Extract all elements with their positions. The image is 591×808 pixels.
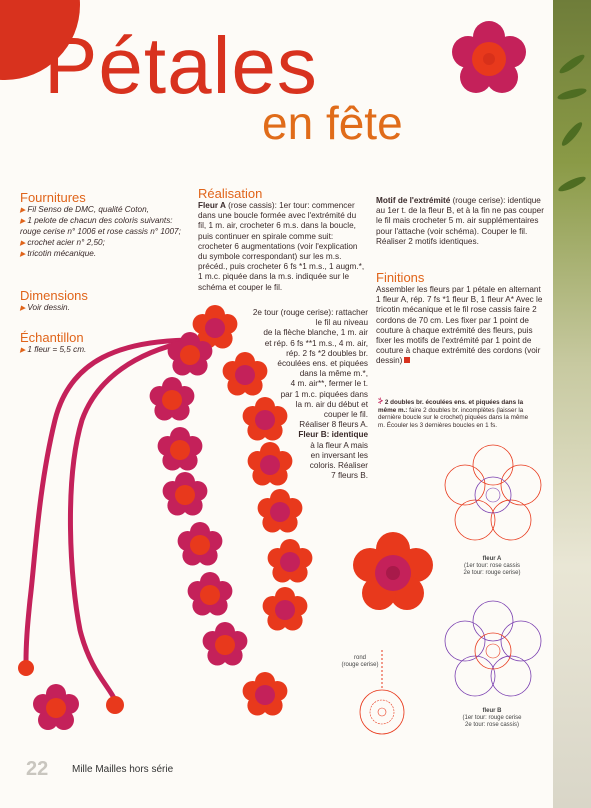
dimensions-item: Voir dessin. [27, 303, 70, 312]
necklace-flower [268, 539, 313, 583]
fleur-b-title: fleur B [482, 708, 502, 714]
title-main: Pétales [44, 21, 318, 110]
tour2-line: la m. air du début et [295, 399, 368, 409]
magazine-name: Mille Mailles hors série [72, 764, 174, 775]
necklace-flower [150, 377, 195, 421]
fleur-b-t2: 2e tour: rose cassis) [464, 722, 520, 728]
tour2-line: Fleur B: identique [298, 430, 368, 440]
leaf-shape [559, 120, 584, 148]
necklace-flower [243, 672, 288, 716]
realisation-heading: Réalisation [198, 186, 263, 201]
fleur-a-t2: 2e tour: rouge cerise) [463, 570, 521, 576]
rond-caption [340, 655, 380, 669]
necklace-flower [263, 587, 308, 631]
tour2-line: le fil au niveau [315, 318, 368, 328]
leaf-shape [556, 86, 587, 101]
page-number: 22 [26, 758, 49, 780]
stitch-legend [378, 398, 536, 429]
finitions-section [376, 270, 544, 367]
legend-text: faire 2 doubles br. incomplètes (laisser la dernière boucle sur le crochet) piquées dans la même m. Écouler les 3 dernières boucles en 1 fs. [378, 406, 529, 429]
finitions-heading: Finitions [376, 270, 425, 285]
tour2-line: dans la même m.*, [299, 369, 368, 379]
flower-photo-top [449, 19, 529, 99]
necklace-photo [0, 300, 340, 740]
fleur-a-caption [452, 556, 532, 577]
necklace-flower [178, 522, 223, 566]
leaf-shape [557, 174, 588, 194]
tour2-line: Réaliser 8 fleurs A. [299, 420, 368, 430]
realisation-section [198, 186, 366, 293]
tour2-line: rép. 2 fs *2 doubles br. [286, 348, 368, 358]
fleur-b-t1: (1er tour: rouge cerise [462, 715, 522, 721]
fleur-a-title: fleur A [482, 556, 502, 562]
necklace-flower [158, 427, 203, 471]
echantillon-heading: Échantillon [20, 330, 84, 345]
necklace-flower [163, 472, 208, 516]
fournitures-heading: Fournitures [20, 190, 86, 205]
fleur-b-caption [452, 708, 532, 729]
tour2-line: 4 m. air**, fermer le t. [290, 379, 368, 389]
tour2-line: par 1 m.c. piquées dans [280, 389, 368, 399]
tour2-line: de la flèche blanche, 1 m. air [263, 328, 368, 338]
tour2-line: 2e tour (rouge cerise): rattacher [252, 308, 368, 317]
necklace-flower [203, 622, 248, 666]
echantillon-section: Échantillon ▶ 1 fleur = 5,5 cm. [20, 330, 190, 356]
fleur-b-diagram [438, 596, 548, 706]
fourniture-item: Fil Senso de DMC, qualité Coton, [27, 205, 149, 214]
motif-text: (rouge cerise): identique au 1er t. de la fleur B, et à la fin ne pas couper le fil mais crocheter 5 m. air supplémentaires pour l'attache (voir schéma). Couper le fil. Réaliser 2 motifs identiques. [376, 196, 544, 246]
fournitures-section: Fournitures ▶ Fil Senso de DMC, qualité Coton, ▶ 1 pelote de chacun des coloris suivants: rouge cerise n° 1006 et rose cassis n° 1007; ▶ crochet acier n° 2,50; ▶ tricotin mécanique. [20, 190, 190, 260]
flower-photo-large [348, 528, 438, 618]
dimensions-heading: Dimensions [20, 288, 88, 303]
leaf-shape [557, 52, 586, 76]
plant-photo-strip [553, 0, 591, 808]
fleur-a-text: (rose cassis): 1er tour: commencer dans une boucle formée avec l'extrémité du fil, 1 m. air, crocheter 6 m.s. dans la boucle, puis continuer en spirale comme suit: crocheter 6 augmentations (voir l'explication du symbole correspondant) sur les m.s. précéd., puis crocheter 6 fs *1 m.s., 1 augm.*, 1 m.c. piquée dans la m.s. indiquée sur le schéma et couper le fil. [198, 201, 365, 292]
necklace-flower [248, 442, 293, 486]
fleur-a-label: Fleur A [198, 201, 226, 210]
necklace-flower [258, 489, 303, 533]
tour2-line: et rép. 6 fs **1 m.s., 4 m. air, [264, 338, 368, 348]
legend-title: 2 doubles br. écoulées ens. et piquées dans la même m.: [378, 399, 524, 414]
fourniture-item: crochet acier n° 2,50; [27, 237, 105, 247]
necklace-flower [223, 352, 268, 396]
motif-block [376, 196, 544, 247]
tour2-line: en inversant les [310, 450, 368, 460]
tour2-line: 7 fleurs B. [331, 471, 368, 481]
end-square-icon [404, 357, 410, 363]
dimensions-section: Dimensions ▶ Voir dessin. [20, 288, 190, 314]
tour2-line: couper le fil. [323, 410, 368, 420]
motif-label: Motif de l'extrémité [376, 196, 451, 205]
tour2-line: à la fleur A mais [310, 440, 368, 450]
double-crochet-symbol-icon: ⸖ [378, 396, 384, 406]
title-sub: en fête [262, 97, 403, 149]
tour2-line: écoulées ens. et piquées [277, 359, 368, 369]
echantillon-item: 1 fleur = 5,5 cm. [27, 345, 87, 354]
flower-photo-small [28, 680, 84, 736]
finitions-text: Assembler les fleurs par 1 pétale en alternant 1 fleur A, rép. 7 fs *1 fleur B, 1 fleur A* Avec le tricotin mécanique et le fil rose cassis faire 2 cordons de 70 cm. Les fixer par 1 point de couture à chaque extrémité des fleurs, puis fixer les motifs de l'extrémité par 1 point de couture à chaque extrémité des cordons (voir dessin) [376, 285, 543, 366]
necklace-flower [188, 572, 233, 616]
fourniture-item: tricotin mécanique. [27, 248, 97, 258]
fleur-a-t1: (1er tour: rose cassis [463, 563, 521, 569]
necklace-flower [243, 397, 288, 441]
fourniture-item: 1 pelote de chacun des coloris suivants: rouge cerise n° 1006 et rose cassis n° 1007; [20, 216, 181, 237]
rond-title: rond [353, 655, 366, 661]
rond-sub: (rouge cerise) [341, 662, 379, 668]
tour2-line: coloris. Réaliser [309, 461, 368, 471]
fleur-a-diagram [438, 440, 548, 550]
